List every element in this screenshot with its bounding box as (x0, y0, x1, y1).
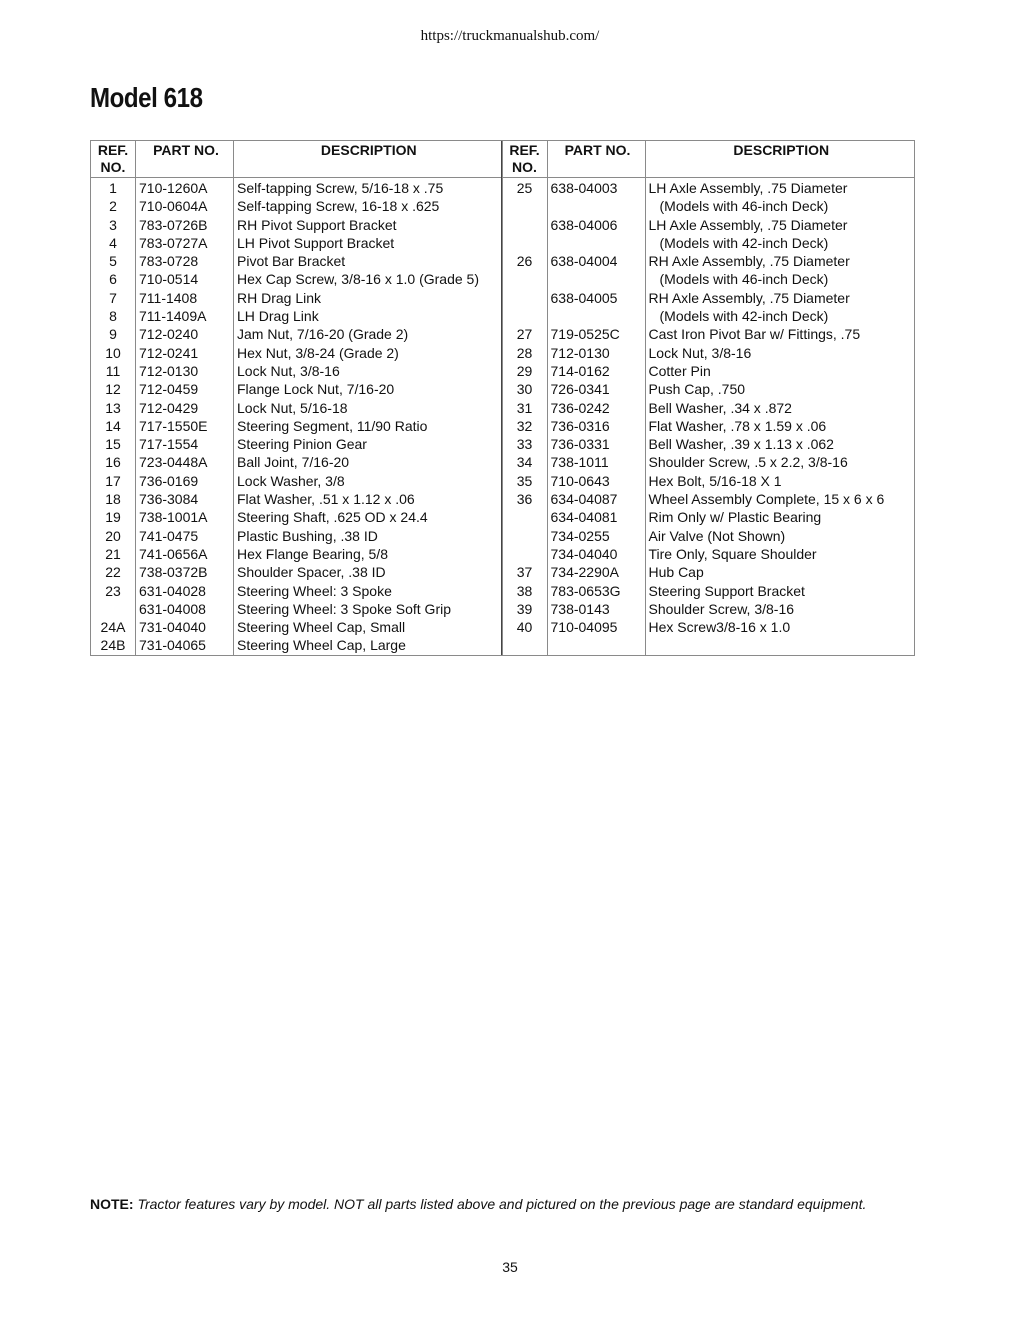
cell-part: 634-04087 (550, 491, 618, 508)
cell-ref: 30 (516, 381, 533, 398)
cell-part: 710-0604A (139, 198, 208, 215)
cell-part: 731-04040 (139, 619, 206, 636)
cell-part: 714-0162 (550, 362, 610, 379)
cell-desc: Hex Flange Bearing, 5/8 (237, 545, 388, 562)
cell-part: 712-0459 (139, 381, 199, 398)
cell-part: 638-04003 (550, 180, 618, 196)
cell-part: 738-0372B (139, 564, 208, 581)
cell-part: 712-0429 (139, 399, 199, 416)
cell-ref (503, 289, 547, 307)
cell-ref (503, 234, 547, 252)
cell-desc: (Models with 46-inch Deck) (659, 271, 829, 288)
cell-part (551, 234, 645, 252)
cell-part: 736-0242 (550, 399, 610, 416)
cell-ref: 12 (105, 381, 121, 398)
cell-ref: 24B (100, 637, 126, 654)
cell-ref: 27 (516, 326, 533, 343)
cell-part: 717-1554 (139, 436, 199, 453)
cell-part: 738-1011 (550, 454, 609, 471)
cell-part (551, 270, 645, 288)
cell-desc: Flat Washer, .51 x 1.12 x .06 (237, 491, 415, 508)
cell-desc: Steering Wheel Cap, Large (237, 637, 406, 654)
cell-part (551, 197, 645, 215)
table-body-left (91, 178, 501, 655)
cell-part: 736-0169 (139, 472, 199, 489)
part-column (548, 178, 646, 655)
cell-desc: Hex Nut, 3/8-24 (Grade 2) (237, 344, 399, 361)
cell-ref: 1 (109, 180, 117, 196)
cell-part: 712-0130 (139, 362, 199, 379)
header-description: DESCRIPTION (733, 142, 830, 158)
cell-desc: LH Drag Link (237, 308, 319, 325)
cell-ref: 7 (109, 289, 117, 306)
cell-ref: 9 (109, 326, 117, 343)
cell-desc: Jam Nut, 7/16-20 (Grade 2) (237, 326, 409, 343)
cell-desc: LH Pivot Support Bracket (237, 234, 395, 251)
cell-part: 634-04081 (550, 509, 618, 526)
table-header (503, 141, 915, 178)
cell-desc: Shoulder Screw, 3/8-16 (648, 600, 795, 617)
ref-column (503, 178, 548, 655)
cell-desc: RH Axle Assembly, .75 Diameter (648, 289, 850, 306)
cell-ref (503, 197, 547, 215)
cell-ref: 22 (105, 564, 121, 581)
cell-ref: 18 (105, 491, 121, 508)
cell-ref: 32 (516, 417, 533, 434)
cell-desc: Steering Segment, 11/90 Ratio (237, 417, 428, 434)
cell-desc: Shoulder Spacer, .38 ID (237, 564, 386, 581)
cell-ref: 5 (109, 253, 117, 270)
cell-desc: Bell Washer, .39 x 1.13 x .062 (648, 436, 834, 453)
cell-part: 734-0255 (550, 527, 610, 544)
cell-part: 736-0316 (550, 417, 610, 434)
cell-part: 783-0728 (139, 253, 199, 270)
header-part-no: PART NO. (136, 141, 234, 177)
cell-desc: Cotter Pin (648, 362, 711, 379)
cell-desc: Hex Screw3/8-16 x 1.0 (648, 619, 791, 636)
cell-desc: RH Axle Assembly, .75 Diameter (648, 253, 850, 270)
header-description: DESCRIPTION (320, 142, 417, 158)
cell-desc: Tire Only, Square Shoulder (648, 545, 817, 562)
cell-ref: 33 (516, 436, 533, 453)
footnote (90, 1196, 866, 1212)
cell-desc: Pivot Bar Bracket (237, 253, 346, 270)
header-ref-line1: REF. (509, 142, 540, 158)
cell-part: 711-1409A (139, 308, 207, 325)
cell-ref (503, 545, 547, 563)
description-column (234, 178, 501, 655)
cell-part: 638-04005 (550, 289, 618, 306)
cell-ref (503, 216, 547, 234)
cell-part: 712-0240 (139, 326, 199, 343)
cell-part: 710-0514 (139, 271, 199, 288)
cell-part: 719-0525C (550, 326, 620, 343)
cell-ref: 40 (516, 619, 533, 636)
cell-ref (503, 508, 547, 526)
cell-ref: 38 (516, 582, 533, 599)
cell-part: 783-0727A (139, 234, 208, 251)
cell-part: 726-0341 (550, 381, 610, 398)
cell-ref: 3 (109, 216, 117, 233)
cell-ref: 20 (105, 527, 121, 544)
cell-part: 734-04040 (550, 545, 618, 562)
cell-ref: 39 (516, 600, 533, 617)
cell-desc: Cast Iron Pivot Bar w/ Fittings, .75 (648, 326, 861, 343)
cell-ref: 2 (109, 198, 117, 215)
cell-desc: Air Valve (Not Shown) (648, 527, 786, 544)
cell-desc: Hub Cap (648, 564, 704, 581)
cell-part: 736-3084 (139, 491, 199, 508)
cell-ref: 26 (516, 253, 533, 270)
parts-table (90, 140, 915, 656)
cell-desc: Shoulder Screw, .5 x 2.2, 3/8-16 (648, 454, 848, 471)
page-number: 35 (502, 1259, 518, 1275)
cell-desc: Lock Washer, 3/8 (237, 472, 345, 489)
cell-part: 631-04008 (139, 600, 206, 617)
cell-desc: Hex Bolt, 5/16-18 X 1 (648, 472, 782, 489)
note-label: NOTE: (90, 1196, 134, 1212)
cell-desc: Hex Cap Screw, 3/8-16 x 1.0 (Grade 5) (237, 271, 479, 288)
cell-part: 710-0643 (550, 472, 610, 489)
cell-desc: Steering Pinion Gear (237, 436, 367, 453)
description-column (646, 178, 915, 655)
cell-part: 638-04004 (550, 253, 618, 270)
cell-ref: 36 (516, 491, 533, 508)
cell-ref (91, 600, 135, 618)
part-column (136, 178, 234, 655)
header-ref-line1: REF. (97, 142, 129, 158)
cell-desc: Steering Wheel: 3 Spoke (237, 582, 392, 599)
cell-desc: Self-tapping Screw, 5/16-18 x .75 (237, 180, 444, 196)
cell-ref: 16 (105, 454, 121, 471)
header-ref-no (91, 141, 136, 177)
cell-desc: Lock Nut, 3/8-16 (648, 344, 752, 361)
cell-ref: 11 (105, 362, 121, 379)
cell-part: 736-0331 (550, 436, 610, 453)
cell-part: 723-0448A (139, 454, 208, 471)
cell-part: 631-04028 (139, 582, 206, 599)
table-header (91, 141, 501, 178)
header-ref-line2: NO. (512, 159, 537, 175)
cell-desc: Rim Only w/ Plastic Bearing (648, 509, 822, 526)
cell-desc: (Models with 46-inch Deck) (659, 198, 829, 215)
ref-column (91, 178, 136, 655)
cell-desc: LH Axle Assembly, .75 Diameter (648, 216, 848, 233)
cell-ref: 21 (105, 545, 121, 562)
cell-ref (503, 270, 547, 288)
cell-part: 738-0143 (550, 600, 610, 617)
cell-desc: Bell Washer, .34 x .872 (648, 399, 792, 416)
cell-desc: Self-tapping Screw, 16-18 x .625 (237, 198, 440, 215)
cell-ref (503, 527, 547, 545)
table-body-right (503, 178, 915, 655)
cell-part: 734-2290A (550, 564, 620, 581)
parts-table-right (502, 141, 915, 655)
cell-part: 783-0653G (550, 582, 621, 599)
cell-ref: 10 (105, 344, 121, 361)
cell-ref: 4 (109, 234, 117, 251)
cell-part: 712-0241 (139, 344, 199, 361)
parts-table-left (91, 141, 502, 655)
cell-desc: (Models with 42-inch Deck) (659, 234, 829, 251)
cell-part: 711-1408 (139, 289, 198, 306)
cell-ref: 23 (105, 582, 121, 599)
cell-ref: 29 (516, 362, 533, 379)
cell-desc: RH Drag Link (237, 289, 322, 306)
cell-part: 783-0726B (139, 216, 208, 233)
cell-ref: 28 (516, 344, 533, 361)
cell-ref: 19 (105, 509, 121, 526)
cell-ref: 24A (100, 619, 126, 636)
cell-ref: 25 (516, 180, 533, 196)
cell-desc: Steering Wheel Cap, Small (237, 619, 406, 636)
cell-desc: Ball Joint, 7/16-20 (237, 454, 350, 471)
cell-desc: LH Axle Assembly, .75 Diameter (648, 180, 848, 196)
note-text: Tractor features vary by model. NOT all parts listed above and pictured on the previous page are standard equipment. (137, 1196, 867, 1212)
cell-desc: RH Pivot Support Bracket (237, 216, 397, 233)
cell-ref: 15 (105, 436, 121, 453)
page-title: Model 618 (90, 82, 203, 113)
cell-part: 741-0475 (139, 527, 199, 544)
cell-part: 712-0130 (550, 344, 610, 361)
cell-desc: Wheel Assembly Complete, 15 x 6 x 6 (648, 491, 885, 508)
cell-desc: Flange Lock Nut, 7/16-20 (237, 381, 395, 398)
cell-ref: 34 (516, 454, 533, 471)
cell-desc: Plastic Bushing, .38 ID (237, 527, 378, 544)
cell-part (551, 307, 645, 325)
cell-desc: Lock Nut, 3/8-16 (237, 362, 340, 379)
cell-part: 731-04065 (139, 637, 206, 654)
cell-ref: 8 (109, 308, 117, 325)
header-ref-no (503, 141, 548, 177)
cell-ref: 14 (105, 417, 121, 434)
cell-ref: 13 (105, 399, 121, 416)
cell-ref: 6 (109, 271, 117, 288)
cell-desc: Steering Wheel: 3 Spoke Soft Grip (237, 600, 451, 617)
cell-ref: 17 (105, 472, 121, 489)
cell-ref: 37 (516, 564, 533, 581)
cell-desc: Steering Shaft, .625 OD x 24.4 (237, 509, 428, 526)
cell-part: 638-04006 (550, 216, 618, 233)
cell-desc: Lock Nut, 5/16-18 (237, 399, 348, 416)
cell-desc: Push Cap, .750 (648, 381, 746, 398)
cell-desc: Flat Washer, .78 x 1.59 x .06 (648, 417, 827, 434)
cell-part: 717-1550E (139, 417, 208, 434)
cell-desc: Steering Support Bracket (648, 582, 805, 599)
cell-part: 710-1260A (139, 180, 208, 196)
source-url[interactable]: https://truckmanualshub.com/ (420, 28, 600, 44)
header-ref-line2: NO. (100, 159, 126, 175)
header-part-no: PART NO. (548, 141, 646, 177)
cell-ref (503, 307, 547, 325)
cell-part: 738-1001A (139, 509, 208, 526)
cell-ref: 31 (516, 399, 533, 416)
cell-ref: 35 (516, 472, 533, 489)
cell-part: 710-04095 (550, 619, 618, 636)
cell-desc: (Models with 42-inch Deck) (659, 308, 829, 325)
cell-part: 741-0656A (139, 545, 208, 562)
